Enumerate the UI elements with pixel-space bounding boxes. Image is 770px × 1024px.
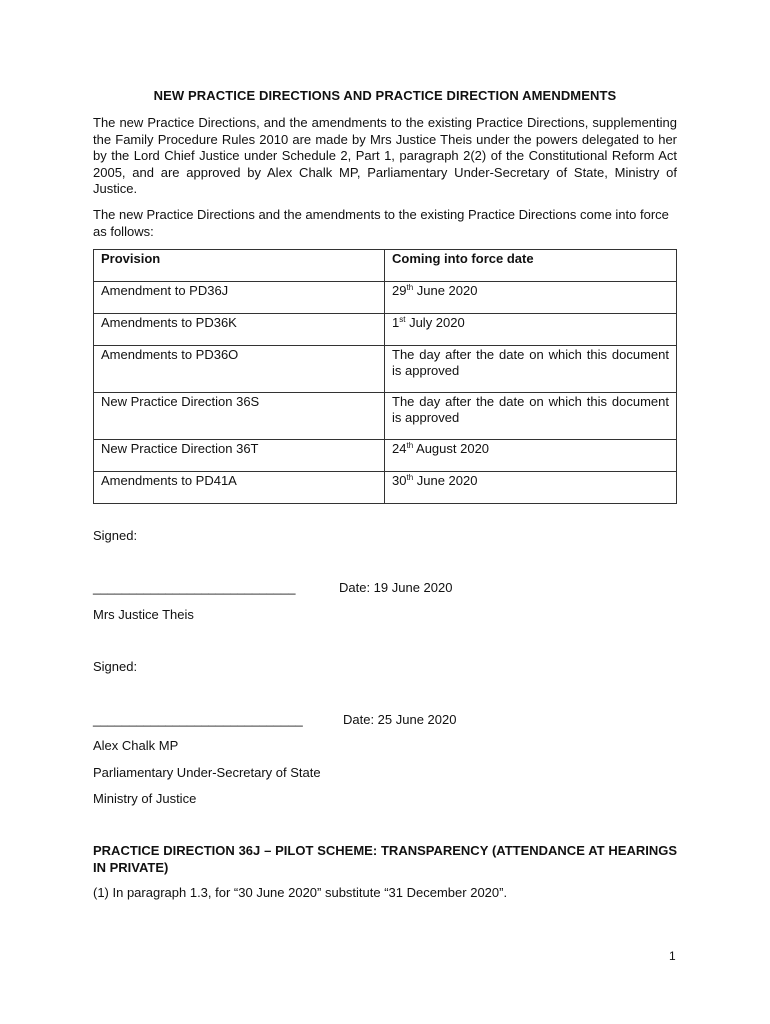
table-row [94,314,677,346]
table-row [94,346,677,393]
header-coming-into-force-date: Coming into force date [385,250,677,282]
pd36j-text: (1) In paragraph 1.3, for “30 June 2020” substitute “31 December 2020”. [93,885,508,900]
pd36j-heading: PRACTICE DIRECTION 36J – PILOT SCHEME: TRANSPARENCY (ATTENDANCE AT HEARINGS IN PRIVATE) [93,843,677,875]
date-cell: 1st July 2020 [385,314,677,346]
page-number: 1 [669,949,676,963]
table-row [94,440,677,472]
header-provision: Provision [94,250,385,282]
signatory-role-2: Parliamentary Under-Secretary of State [93,765,321,780]
signatory-name-2: Alex Chalk MP [93,738,179,753]
date-cell: 24th August 2020 [385,440,677,472]
provision-cell: New Practice Direction 36S [94,393,385,440]
signed-label-1: Signed: [93,528,138,543]
provision-cell: Amendments to PD36O [94,346,385,393]
table-header-row [94,250,677,282]
date-cell: The day after the date on which this document is approved [385,393,677,440]
coming-into-force-table [93,249,677,504]
provision-cell: New Practice Direction 36T [94,440,385,472]
document-title: NEW PRACTICE DIRECTIONS AND PRACTICE DIRECTION AMENDMENTS [153,88,617,103]
intro-paragraph: The new Practice Directions, and the amendments to the existing Practice Directions, supplementing the Family Procedure Rules 2010 are made by Mrs Justice Theis under the powers delegated to her by the Lord Chief Justice under Schedule 2, Part 1, paragraph 2(2) of the Constitutional Reform Act 2005, and are approved by Alex Chalk MP, Parliamentary Under-Secretary of State, Ministry of Justice. [93,115,677,196]
signed-label-2: Signed: [93,659,138,674]
signature-line-1: ____________________________ [93,580,296,595]
table-row [94,393,677,440]
table-row [94,472,677,504]
date-cell: 30th June 2020 [385,472,677,504]
signatory-name-1: Mrs Justice Theis [93,607,194,622]
signatory-department-2: Ministry of Justice [93,791,197,806]
date-cell: 29th June 2020 [385,282,677,314]
signature-line-2: _____________________________ [93,712,303,727]
table-row [94,282,677,314]
force-paragraph: The new Practice Directions and the amendments to the existing Practice Directions come into force as follows: [93,207,669,239]
provision-cell: Amendments to PD36K [94,314,385,346]
signature-date-1: Date: 19 June 2020 [339,580,453,595]
provision-cell: Amendment to PD36J [94,282,385,314]
date-cell: The day after the date on which this document is approved [385,346,677,393]
signature-date-2: Date: 25 June 2020 [343,712,457,727]
provision-cell: Amendments to PD41A [94,472,385,504]
